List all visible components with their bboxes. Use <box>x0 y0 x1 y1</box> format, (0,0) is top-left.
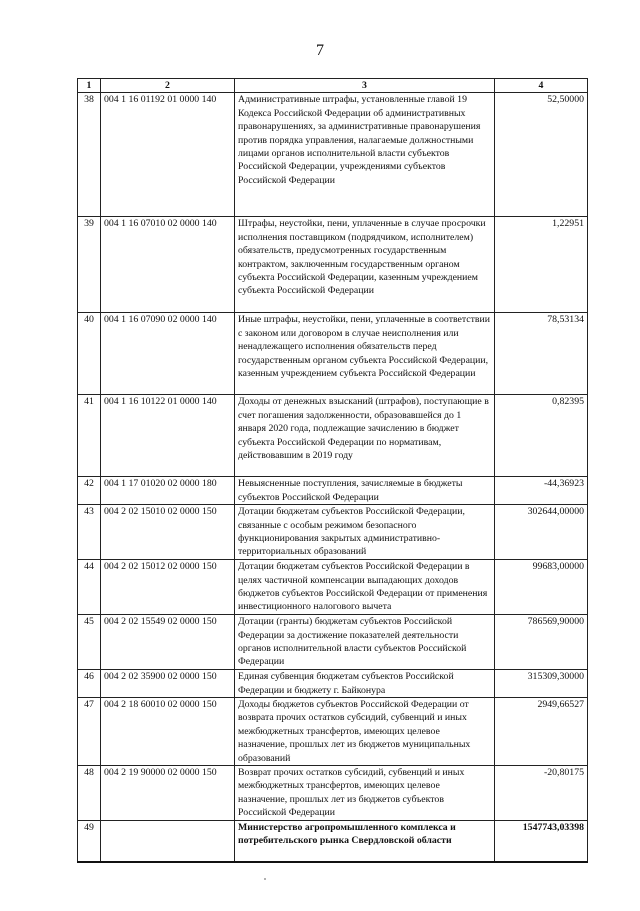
budget-code: 004 1 16 01192 01 0000 140 <box>101 93 235 217</box>
column-header-2: 2 <box>101 79 235 93</box>
column-header-3: 3 <box>235 79 495 93</box>
table-row <box>78 670 588 698</box>
budget-code: 004 2 18 60010 02 0000 150 <box>101 698 235 766</box>
income-description: Доходы от денежных взысканий (штрафов), поступающие в счет погашения задолженности, образовавшейся до 1 января 2020 года, подлежащие зачислению в бюджет субъекта Российской Федерации по нормативам, действовавшим в 2019 году <box>235 395 495 477</box>
income-description: Иные штрафы, неустойки, пени, уплаченные в соответствии с законом или договором в случае неисполнения или ненадлежащего исполнения обязательств перед государственным органом субъекта Российской Федерации, казенным учреждением субъекта Российской Федерации <box>235 313 495 395</box>
column-header-4: 4 <box>495 79 588 93</box>
table-row <box>78 766 588 821</box>
table-row <box>78 93 588 217</box>
income-description: Штрафы, неустойки, пени, уплаченные в случае просрочки исполнения поставщиком (подрядчиком, исполнителем) обязательств, предусмотренных государственным контрактом, заключенным государственным органом субъекта Российской Федерации, казенным учреждением субъекта Российской Федерации <box>235 217 495 313</box>
table-row <box>78 698 588 766</box>
budget-code: 004 2 02 15012 02 0000 150 <box>101 560 235 615</box>
row-number: 48 <box>78 766 101 821</box>
table-row <box>78 505 588 560</box>
budget-code: 004 1 16 07090 02 0000 140 <box>101 313 235 395</box>
budget-table <box>77 78 588 863</box>
income-description: Возврат прочих остатков субсидий, субвенций и иных межбюджетных трансфертов, имеющих целевое назначение, прошлых лет из бюджетов субъектов Российской Федерации <box>235 766 495 821</box>
table-row <box>78 313 588 395</box>
income-description: Административные штрафы, установленные главой 19 Кодекса Российской Федерации об административных правонарушениях, за административные правонарушения против порядка управления, налагаемые должностными лицами органов исполнительной власти субъектов Российской Федерации, учреждениями субъектов Российской Федерации <box>235 93 495 217</box>
income-description: Министерство агропромышленного комплекса и потребительского рынка Свердловской области <box>235 821 495 862</box>
amount: 99683,00000 <box>495 560 588 615</box>
amount: -20,80175 <box>495 766 588 821</box>
table-row <box>78 821 588 862</box>
income-description: Доходы бюджетов субъектов Российской Федерации от возврата прочих остатков субсидий, субвенций и иных межбюджетных трансфертов, имеющих целевое назначение, прошлых лет из бюджетов муниципальных образований <box>235 698 495 766</box>
income-description: Единая субвенция бюджетам субъектов Российской Федерации и бюджету г. Байконура <box>235 670 495 698</box>
row-number: 46 <box>78 670 101 698</box>
amount: 1,22951 <box>495 217 588 313</box>
budget-code: 004 2 19 90000 02 0000 150 <box>101 766 235 821</box>
table-header <box>78 79 588 93</box>
amount: 2949,66527 <box>495 698 588 766</box>
budget-code: 004 1 17 01020 02 0000 180 <box>101 477 235 505</box>
table-row <box>78 615 588 670</box>
page-number: 7 <box>316 42 324 59</box>
row-number: 45 <box>78 615 101 670</box>
budget-code: 004 2 02 15549 02 0000 150 <box>101 615 235 670</box>
amount: 1547743,03398 <box>495 821 588 862</box>
row-number: 38 <box>78 93 101 217</box>
amount: 302644,00000 <box>495 505 588 560</box>
amount: 315309,30000 <box>495 670 588 698</box>
table-body <box>78 93 588 862</box>
income-description: Невыясненные поступления, зачисляемые в бюджеты субъектов Российской Федерации <box>235 477 495 505</box>
income-description: Дотации (гранты) бюджетам субъектов Российской Федерации за достижение показателей деятельности органов исполнительной власти субъектов Российской Федерации <box>235 615 495 670</box>
row-number: 41 <box>78 395 101 477</box>
row-number: 42 <box>78 477 101 505</box>
table-row <box>78 560 588 615</box>
income-description: Дотации бюджетам субъектов Российской Федерации, связанные с особым режимом безопасного функционирования закрытых административно-территориальных образований <box>235 505 495 560</box>
scan-speck <box>264 878 266 880</box>
row-number: 39 <box>78 217 101 313</box>
row-number: 43 <box>78 505 101 560</box>
row-number: 44 <box>78 560 101 615</box>
table-row <box>78 395 588 477</box>
amount: -44,36923 <box>495 477 588 505</box>
column-header-1: 1 <box>78 79 101 93</box>
table-row <box>78 217 588 313</box>
row-number: 49 <box>78 821 101 862</box>
budget-code: 004 1 16 07010 02 0000 140 <box>101 217 235 313</box>
amount: 78,53134 <box>495 313 588 395</box>
amount: 0,82395 <box>495 395 588 477</box>
table-row <box>78 477 588 505</box>
budget-code: 004 1 16 10122 01 0000 140 <box>101 395 235 477</box>
row-number: 40 <box>78 313 101 395</box>
row-number: 47 <box>78 698 101 766</box>
income-description: Дотации бюджетам субъектов Российской Федерации в целях частичной компенсации выпадающих доходов бюджетов субъектов Российской Федерации от применения инвестиционного налогового вычета <box>235 560 495 615</box>
amount: 52,50000 <box>495 93 588 217</box>
amount: 786569,90000 <box>495 615 588 670</box>
budget-code <box>101 821 235 862</box>
budget-code: 004 2 02 15010 02 0000 150 <box>101 505 235 560</box>
budget-code: 004 2 02 35900 02 0000 150 <box>101 670 235 698</box>
